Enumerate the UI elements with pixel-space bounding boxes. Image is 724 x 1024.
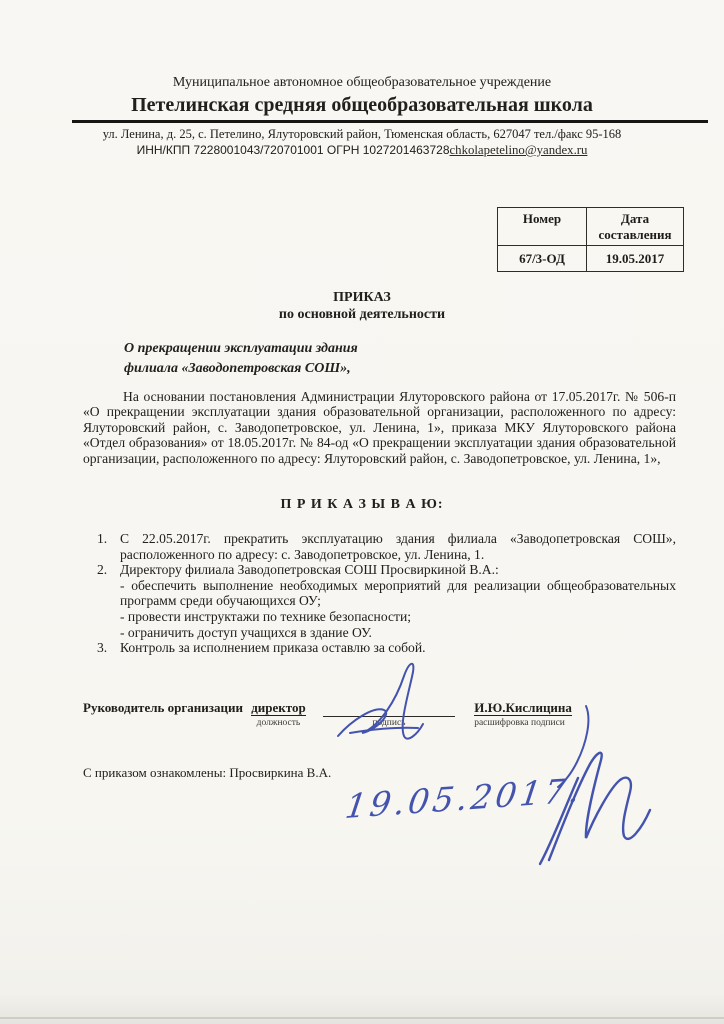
subject-line-1: О прекращении эксплуатации здания bbox=[124, 341, 358, 356]
table-value-row bbox=[498, 246, 684, 272]
table-header-row bbox=[498, 208, 684, 246]
order-number-date-table bbox=[497, 207, 684, 272]
order-subtitle: по основной деятельности bbox=[278, 307, 446, 322]
letterhead bbox=[0, 0, 724, 159]
date-column-header: Дата составления bbox=[587, 208, 684, 246]
organization-name: Петелинская средняя общеобразовательная школа bbox=[131, 94, 593, 116]
list-item bbox=[97, 562, 676, 640]
signature-position bbox=[251, 699, 306, 728]
item-text bbox=[120, 562, 676, 640]
signature-name bbox=[474, 699, 572, 728]
list-item bbox=[97, 531, 676, 562]
handwritten-date: 19.05.2017. bbox=[342, 770, 586, 827]
sign-caption: подпись bbox=[372, 717, 406, 728]
item-sub-line: - провести инструктажи по технике безопасности; bbox=[120, 609, 411, 624]
signature-block bbox=[83, 699, 676, 728]
signature-role-label: Руководитель организации bbox=[83, 699, 243, 715]
item-number: 3. bbox=[97, 640, 108, 656]
letterhead-rule bbox=[72, 120, 708, 123]
number-column-header: Номер bbox=[498, 208, 587, 246]
inn-ogrn-text: ИНН/КПП 7228001043/720701001 ОГРН 1027201463728 bbox=[136, 143, 450, 157]
order-word: П Р И К А З Ы В А Ю: bbox=[280, 497, 444, 513]
scan-edge bbox=[0, 1017, 724, 1019]
address-line: ул. Ленина, д. 25, с. Петелино, Ялуторовский район, Тюменская область, 627047 тел./факс 95-168 bbox=[102, 127, 622, 141]
order-preamble: На основании постановления Администрации Ялуторовского района от 17.05.2017г. № 506-п «О прекращении эксплуатации здания образовательной организации, расположенного по адресу: Ялуторовский район, с. Заводопетровское, ул. Ленина, 1», приказа МКУ Ялуторовского района «Отдел образования» от 18.05.2017г. № 84-од «О прекращении эксплуатации здания образовательной организации, расположенного по адресу: Ялуторовский район, с. Заводопетровское, ул. Ленина, 1», bbox=[83, 389, 676, 466]
name-value: И.Ю.Кислицина bbox=[474, 699, 572, 715]
item-sub-line: - обеспечить выполнение необходимых мероприятий для реализации общеобразовательных программ среди обучающихся ОУ; bbox=[120, 577, 676, 609]
order-title: ПРИКАЗ bbox=[333, 290, 391, 305]
order-date-value: 19.05.2017 bbox=[587, 246, 684, 272]
signature-sweep bbox=[540, 778, 578, 864]
position-caption: должность bbox=[256, 717, 301, 728]
registration-line bbox=[0, 142, 724, 159]
item-text-main: Директору филиала Заводопетровская СОШ Просвиркиной В.А.: bbox=[120, 562, 499, 578]
signature-line bbox=[323, 700, 455, 728]
order-number-value: 67/3-ОД bbox=[498, 246, 587, 272]
order-items-list bbox=[97, 531, 676, 656]
list-item bbox=[97, 640, 676, 656]
order-subject bbox=[124, 339, 676, 378]
acknowledgement-line: С приказом ознакомлены: Просвиркина В.А. bbox=[83, 764, 332, 780]
email-link[interactable]: chkolapetelino@yandex.ru bbox=[449, 143, 588, 157]
item-text: Контроль за исполнением приказа оставлю за собой. bbox=[120, 640, 426, 656]
item-number: 1. bbox=[97, 531, 108, 547]
item-sub-line: - ограничить доступ учащихся в здание ОУ. bbox=[120, 624, 372, 640]
position-value: директор bbox=[251, 699, 306, 715]
item-text: С 22.05.2017г. прекратить эксплуатацию здания филиала «Заводопетровская СОШ», расположенного по адресу: с. Заводопетровское, ул. Ленина, 1. bbox=[120, 531, 676, 562]
name-caption: расшифровка подписи bbox=[474, 717, 565, 728]
organization-type: Муниципальное автономное общеобразовательное учреждение bbox=[172, 75, 552, 90]
item-number: 2. bbox=[97, 562, 108, 578]
subject-line-2: филиала «Заводопетровская СОШ», bbox=[124, 360, 351, 376]
